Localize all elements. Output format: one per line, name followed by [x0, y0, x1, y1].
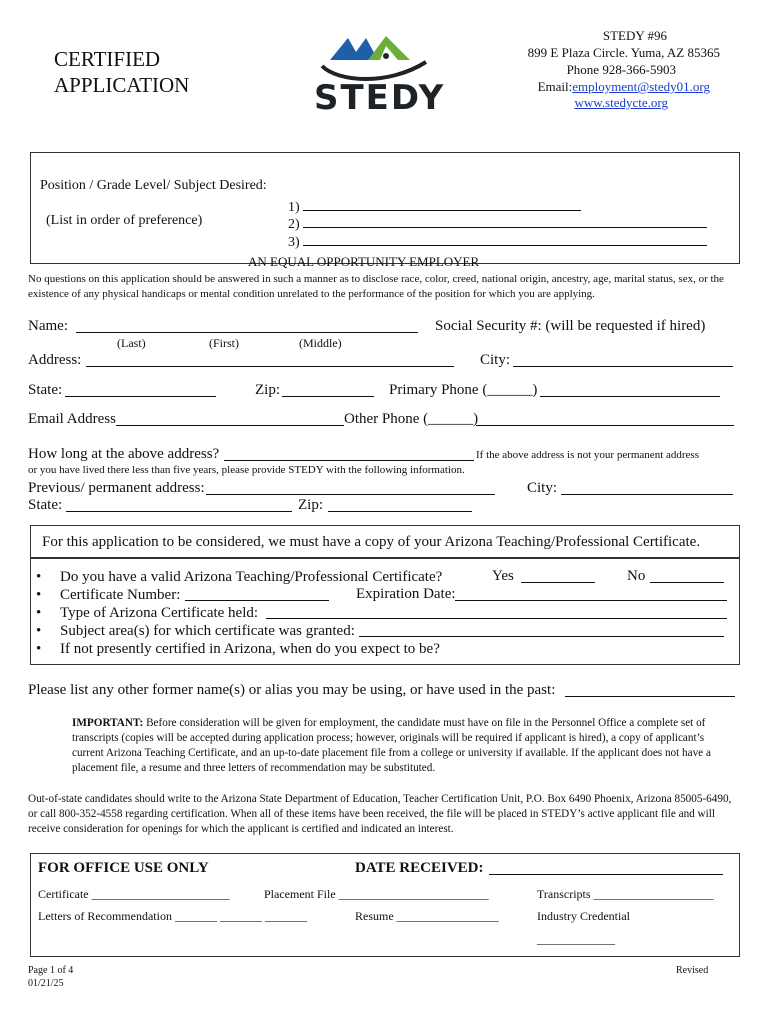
name-last-caption: (Last) [117, 336, 146, 350]
form-date: 01/21/25 [28, 978, 64, 989]
ssn-label: Social Security #: (will be requested if hired) [435, 318, 706, 334]
office-industry-line: _____________ [537, 932, 615, 946]
org-email-line [538, 79, 710, 95]
website-link[interactable]: www.stedycte.org [574, 95, 668, 110]
q-certificate-type: • Type of Arizona Certificate held: [36, 604, 442, 622]
address-field[interactable] [86, 352, 454, 367]
email-label: Email: [537, 79, 573, 94]
out-of-state-paragraph: Out-of-state candidates should write to the Arizona State Department of Education, Teacher Certification Unit, P.O. Box 6490 Phoenix, Arizona 85005-6490, or call 800-352-4558 regarding certification. When all of these items have been received, the file will be placed in STEDY’s active applicant file and will receive consideration for openings for which the applicant is certified and indicated an interest. [28, 793, 732, 835]
position-choice-3[interactable] [288, 231, 707, 251]
q-expect-certified: • If not presently certified in Arizona, when do you expect to be? [36, 640, 442, 658]
address-label: Address: [28, 352, 82, 368]
document-title-line1: CERTIFIED [54, 47, 161, 71]
no-field[interactable] [650, 568, 724, 583]
office-certificate: Certificate _______________________ [38, 887, 230, 901]
document-title-line2: APPLICATION [54, 73, 190, 97]
certificate-number-field[interactable] [185, 586, 329, 601]
zip-label: Zip: [255, 382, 280, 398]
office-resume: Resume _________________ [355, 909, 499, 923]
choice-3-number: 3) [288, 235, 300, 250]
choice-2-number: 2) [288, 217, 300, 232]
previous-city-label: City: [527, 480, 558, 496]
other-phone-label: Other Phone (______) [344, 411, 479, 427]
choice-1-field[interactable] [303, 196, 581, 211]
org-name: STEDY #96 [602, 28, 667, 43]
date-received-label: DATE RECEIVED: [355, 860, 484, 876]
how-long-note: If the above address is not your permanent address [476, 449, 699, 461]
office-placement-file: Placement File _________________________ [264, 887, 489, 901]
office-transcripts: Transcripts ____________________ [537, 887, 714, 901]
yes-label: Yes [492, 568, 514, 584]
name-first-caption: (First) [209, 336, 239, 350]
stedy-logo [308, 30, 446, 122]
q-subject-areas: • Subject area(s) for which certificate was granted: [36, 622, 442, 640]
no-label: No [627, 568, 646, 584]
important-text: Before consideration will be given for employment, the candidate must have on file in the Personnel Office a complete set of transcripts (copies will be accepted during application process; however, originals will be required if applicant is hired), a copy of applicant’s current Arizona Teaching Certificate, and an up-to-date placement file from a college or university if available. If the applicant does not have a placement file, a resume and three letters of recommendation may be substituted. [72, 717, 711, 774]
state-label: State: [28, 382, 63, 398]
position-choice-2[interactable] [288, 213, 707, 233]
org-address: 899 E Plaza Circle. Yuma, AZ 85365 [527, 45, 720, 60]
eoe-text: No questions on this application should be answered in such a manner as to disclose race, color, creed, national origin, ancestry, age, marital status, sex, or the existence of any physical handicaps or mental condition unrelated to the performance of the position for which you are applying. [28, 273, 724, 300]
primary-phone-label: Primary Phone (______) [389, 382, 538, 398]
position-label: Position / Grade Level/ Subject Desired: [40, 178, 267, 193]
office-letters: Letters of Recommendation _______ _______ _______ [38, 909, 307, 923]
name-middle-caption: (Middle) [299, 336, 342, 350]
position-note: (List in order of preference) [46, 213, 203, 228]
previous-address-field[interactable] [206, 480, 495, 495]
eoe-title: AN EQUAL OPPORTUNITY EMPLOYER [248, 254, 480, 269]
former-names-field[interactable] [565, 682, 735, 697]
logo-text: STEDY [314, 78, 446, 118]
name-field[interactable] [76, 318, 418, 333]
how-long-label: How long at the above address? [28, 446, 220, 462]
subject-areas-field[interactable] [359, 622, 724, 637]
previous-zip-field[interactable] [328, 497, 472, 512]
q-certificate-number: • Certificate Number: [36, 586, 442, 604]
email-address-field[interactable] [116, 411, 344, 426]
choice-3-field[interactable] [303, 231, 707, 246]
important-label: IMPORTANT: [72, 717, 144, 729]
date-received-field[interactable] [489, 860, 723, 875]
previous-address-label: Previous/ permanent address: [28, 480, 205, 496]
city-field[interactable] [513, 352, 733, 367]
how-long-note-2: or you have lived there less than five years, please provide STEDY with the following information. [28, 464, 465, 476]
other-phone-field[interactable] [476, 411, 734, 426]
office-industry-credential: Industry Credential [537, 909, 630, 923]
previous-city-field[interactable] [561, 480, 733, 495]
revised-label: Revised [676, 965, 709, 976]
previous-state-label: State: [28, 497, 63, 513]
how-long-field[interactable] [224, 446, 474, 461]
yes-field[interactable] [521, 568, 595, 583]
city-label: City: [480, 352, 511, 368]
certificate-banner: For this application to be considered, we must have a copy of your Arizona Teaching/Professional Certificate. [42, 534, 701, 550]
expiration-field[interactable] [455, 586, 727, 601]
expiration-label: Expiration Date: [356, 586, 456, 602]
name-label: Name: [28, 318, 68, 334]
choice-2-field[interactable] [303, 213, 707, 228]
office-use-title: FOR OFFICE USE ONLY [38, 860, 209, 876]
org-phone: Phone 928-366-5903 [566, 62, 676, 77]
certificate-type-field[interactable] [266, 604, 727, 619]
page-number: Page 1 of 4 [28, 965, 74, 976]
email-address-label: Email Address [28, 411, 116, 427]
q-valid-certificate: • Do you have a valid Arizona Teaching/Professional Certificate? [36, 568, 442, 586]
email-link[interactable]: employment@stedy01.org [572, 79, 710, 94]
zip-field[interactable] [282, 382, 374, 397]
former-names-label: Please list any other former name(s) or alias you may be using, or have used in the past: [28, 682, 556, 698]
primary-phone-field[interactable] [540, 382, 720, 397]
state-field[interactable] [65, 382, 216, 397]
choice-1-number: 1) [288, 200, 300, 215]
previous-zip-label: Zip: [298, 497, 323, 513]
certificate-divider [30, 557, 740, 559]
previous-state-field[interactable] [66, 497, 292, 512]
important-paragraph [72, 716, 736, 776]
